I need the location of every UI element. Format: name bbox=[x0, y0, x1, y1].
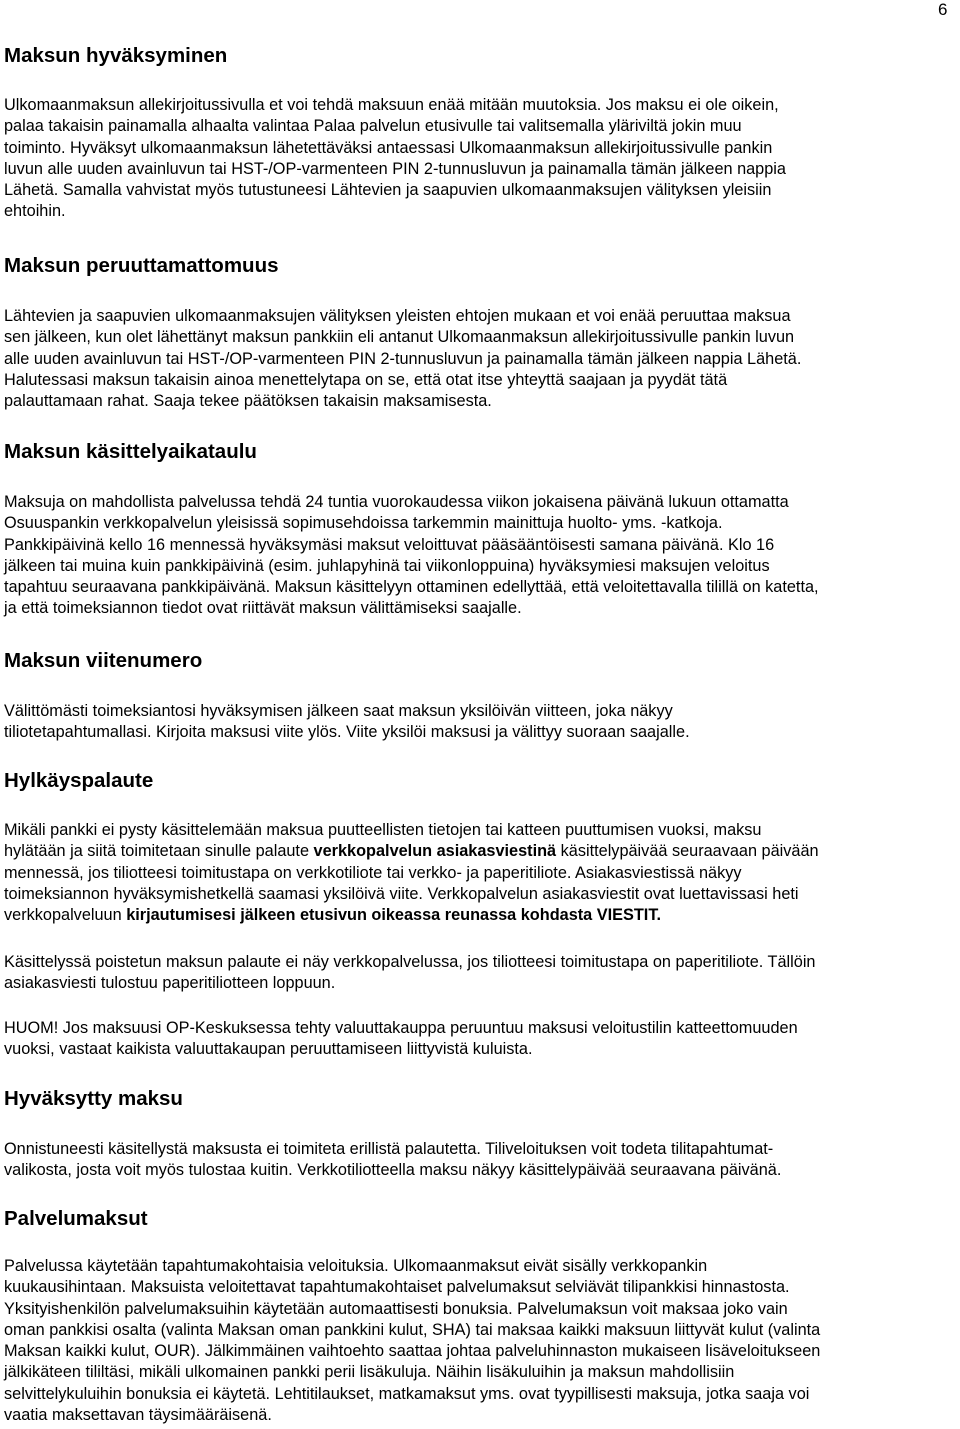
paragraph bbox=[4, 1018, 958, 1061]
text-line: palauttamaan rahat. Saaja tekee päätöksen takaisin maksamisesta. bbox=[4, 392, 492, 411]
paragraph bbox=[4, 701, 958, 744]
paragraph bbox=[4, 95, 958, 223]
paragraph bbox=[4, 1139, 958, 1182]
section-heading-maksun-peruuttamattomuus: Maksun peruuttamattomuus bbox=[4, 254, 279, 277]
text-line: ja että toimeksiannon tiedot ovat riittävät maksun välittämiseksi saajalle. bbox=[4, 599, 522, 618]
text-line: Yksityishenkilön palvelumaksuihin käytetään automaattisesti bonuksia. Palvelumaksun voit maksaa joko vain bbox=[4, 1299, 788, 1318]
text-line: Maksan kaikki kulut, OUR). Jälkimmäinen vaihtoehto saattaa johtaa palveluhinnaston mukaiseen lisäveloitukseen bbox=[4, 1342, 821, 1361]
bold-text-run: verkkopalvelun asiakasviestinä bbox=[313, 842, 557, 861]
text-line: Maksuja on mahdollista palvelussa tehdä 24 tuntia vuorokaudessa viikon jokaisena päivänä lukuun ottamatta bbox=[4, 493, 789, 511]
text-line: toiminto. Hyväksyt ulkomaanmaksun lähetettäväksi antaessasi Ulkomaanmaksun allekirjoitussivulle pankin bbox=[4, 138, 773, 157]
text-line: sen jälkeen, kun olet lähettänyt maksun pankkiin eli antanut Ulkomaanmaksun allekirjoitussivulle pankin luvun bbox=[4, 328, 795, 347]
text-line: jälkeen tai muina kuin pankkipäivinä (esim. juhlapyhinä tai viikonloppuina) hyväksymiesi maksujen veloitus bbox=[4, 556, 770, 575]
section-heading-palvelumaksut: Palvelumaksut bbox=[4, 1207, 148, 1230]
text-line: asiakasviesti tulostuu paperitiliotteen loppuun. bbox=[4, 974, 336, 993]
text-line: valikosta, josta voit myös tulostaa kuitin. Verkkotiliotteella maksu näkyy käsittelypäivää seuraavana päivänä. bbox=[4, 1161, 782, 1180]
text-line: Palvelussa käytetään tapahtumakohtaisia veloituksia. Ulkomaanmaksut eivät sisälly verkkopankin bbox=[4, 1257, 708, 1275]
text-line: vuoksi, vastaat kaikista valuuttakaupan peruuttamiseen liittyvistä kuluista. bbox=[4, 1040, 533, 1059]
text-line: alle uuden avainluvun tai HST-/OP-varmenteen PIN 2-tunnusluvun ja painamalla tämän jälkeen nappia Lähetä. bbox=[4, 349, 802, 368]
text-line: Käsittelyssä poistetun maksun palaute ei näy verkkopalvelussa, jos tiliotteesi toimitustapa on paperitiliote. Tällöin bbox=[4, 953, 816, 971]
text-line: kuukausihintaan. Maksuista veloitettavat tapahtumakohtaiset palvelumaksut selviävät tilipankkisi hinnastosta. bbox=[4, 1278, 790, 1297]
paragraph bbox=[4, 820, 958, 926]
text-line: Ulkomaanmaksun allekirjoitussivulla et voi tehdä maksuun enää mitään muutoksia. Jos maksu ei ole oikein, bbox=[4, 96, 779, 114]
section-heading-maksun-kasittelyaikataulu: Maksun käsittelyaikataulu bbox=[4, 440, 257, 463]
section-heading-hylkayspalaute: Hylkäyspalaute bbox=[4, 769, 154, 792]
paragraph bbox=[4, 306, 958, 412]
text-line: Lähtevien ja saapuvien ulkomaanmaksujen välityksen yleisten ehtojen mukaan et voi enää peruuttaa maksua bbox=[4, 307, 791, 325]
text-line: mennessä, jos tiliotteesi toimitustapa on verkkotiliote tai verkko- ja paperitiliote. Asiakasviestissä näkyy bbox=[4, 863, 742, 882]
text-line: Lähetä. Samalla vahvistat myös tutustuneesi Lähtevien ja saapuvien ulkomaanmaksujen välityksen yleisiin bbox=[4, 181, 772, 200]
text-line: Onnistuneesti käsitellystä maksusta ei toimiteta erillistä palautetta. Tiliveloituksen voit todeta tilitapahtumat- bbox=[4, 1140, 774, 1158]
page-number: 6 bbox=[938, 0, 948, 19]
text-line: oman pankkisi osalta (valinta Maksan oman pankkini kulut, SHA) tai maksaa kaikki maksuun liittyvät kulut (valinta bbox=[4, 1320, 821, 1339]
section-heading-maksun-viitenumero: Maksun viitenumero bbox=[4, 649, 203, 672]
paragraph bbox=[4, 492, 958, 620]
text-line: Pankkipäivinä kello 16 mennessä hyväksymäsi maksut veloittuvat pääsääntöisesti samana päivänä. Klo 16 bbox=[4, 535, 775, 554]
text-line: Välittömästi toimeksiantosi hyväksymisen jälkeen saat maksun yksilöivän viitteen, joka näkyy bbox=[4, 702, 673, 720]
text-line bbox=[4, 841, 958, 862]
text-line: vaatia maksettavan täysimääräisenä. bbox=[4, 1406, 272, 1425]
text-run: hylätään ja siitä toimitetaan sinulle palaute bbox=[4, 842, 314, 861]
text-line: jälkikäteen tililtäsi, mikäli ulkomainen pankki perii lisäkuluja. Näihin lisäkuluihin ja maksun mahdollisiin bbox=[4, 1363, 735, 1382]
text-line: tapahtuu seuraavana pankkipäivänä. Maksun käsittelyyn ottaminen edellyttää, että veloitettavalla tilillä on katetta, bbox=[4, 578, 819, 597]
text-line: luvun alle uuden avainluvun tai HST-/OP-varmenteen PIN 2-tunnusluvun ja painamalla tämän jälkeen nappia bbox=[4, 159, 786, 178]
text-line: tiliotetapahtumallasi. Kirjoita maksusi viite ylös. Viite yksilöi maksusi ja välittyy suoraan saajalle. bbox=[4, 723, 690, 742]
text-line bbox=[4, 905, 958, 926]
text-line: palaa takaisin painamalla alhaalta valintaa Palaa palvelun etusivulle tai valitsemalla yläriviltä jokin muu bbox=[4, 117, 742, 136]
paragraph bbox=[4, 1256, 958, 1426]
text-line: Mikäli pankki ei pysty käsittelemään maksua puutteellisten tietojen tai katteen puuttumisen vuoksi, maksu bbox=[4, 821, 762, 839]
text-run: käsittelypäivää seuraavaan päivään bbox=[556, 842, 819, 861]
text-line: toimeksiannon hyväksymishetkellä saamasi yksilöivä viite. Verkkopalvelun asiakasviestit ovat luettavissasi heti bbox=[4, 884, 799, 903]
text-line: HUOM! Jos maksuusi OP-Keskuksessa tehty valuuttakauppa peruuntuu maksusi veloitustilin katteettomuuden bbox=[4, 1019, 798, 1037]
section-heading-maksun-hyvaksyminen: Maksun hyväksyminen bbox=[4, 44, 228, 67]
paragraph bbox=[4, 952, 958, 995]
bold-text-run: kirjautumisesi jälkeen etusivun oikeassa reunassa kohdasta VIESTIT. bbox=[126, 906, 661, 925]
text-line: ehtoihin. bbox=[4, 202, 66, 221]
text-line: Halutessasi maksun takaisin ainoa menettelytapa on se, että otat itse yhteyttä saajaan ja pyydät tätä bbox=[4, 370, 728, 389]
text-line: Osuuspankin verkkopalvelun yleisissä sopimusehdoissa tarkemmin mainittuja huolto- yms. -katkoja. bbox=[4, 514, 723, 533]
section-heading-hyvaksytty-maksu: Hyväksytty maksu bbox=[4, 1087, 183, 1110]
text-line: selvittelykuluihin bonuksia ei käytetä. Lehtitilaukset, matkamaksut yms. ovat tyypillisesti maksuja, jotka saaja voi bbox=[4, 1384, 810, 1403]
text-run: verkkopalveluun bbox=[4, 906, 127, 925]
